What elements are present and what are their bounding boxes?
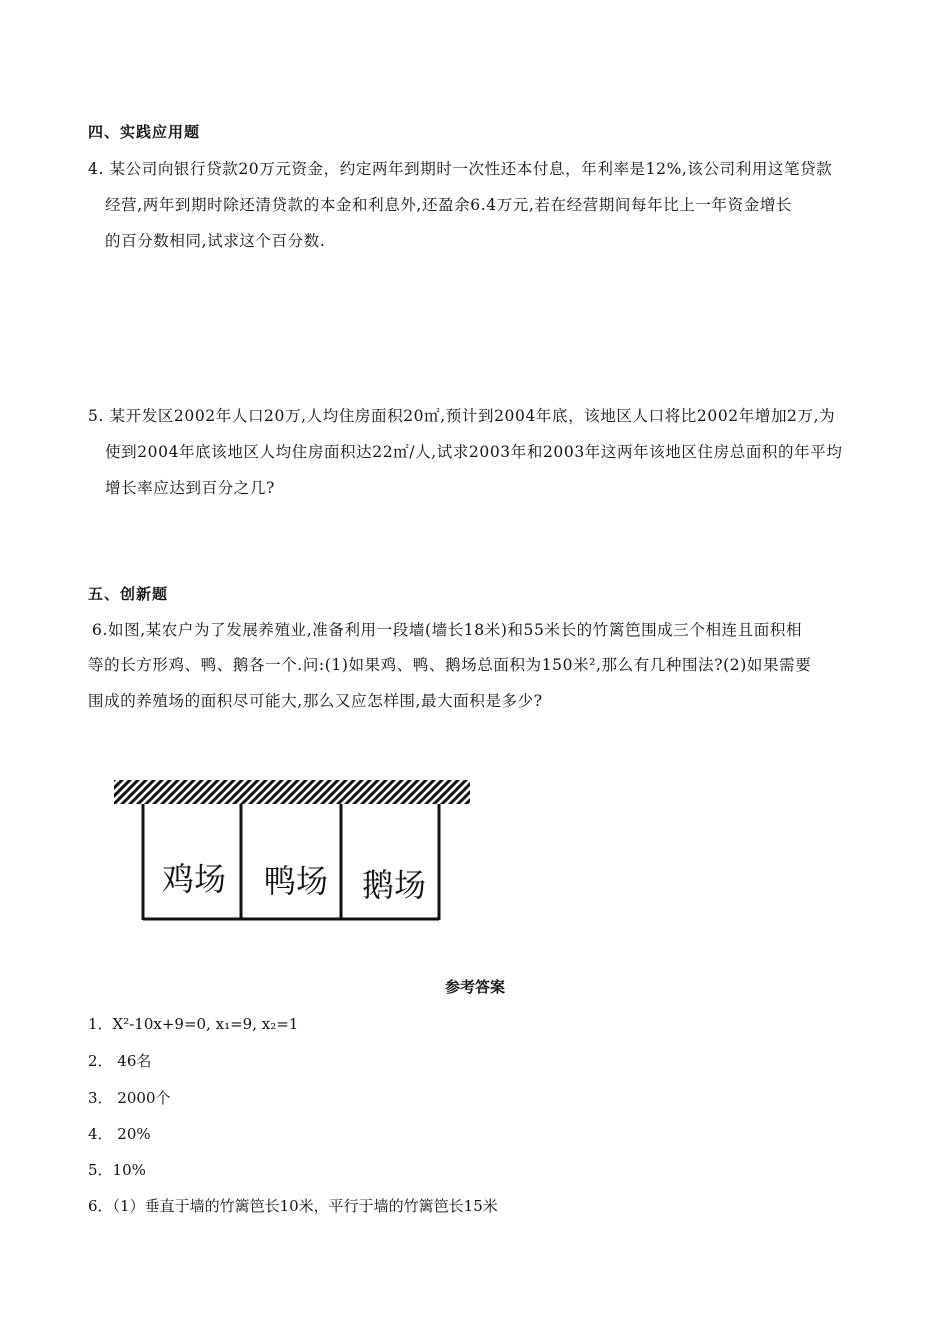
pen-label-duck: 鸭场: [264, 862, 329, 900]
answer-6: 6．（1）垂直于墙的竹篱笆长10米，平行于墙的竹篱笆长15米: [88, 1197, 498, 1215]
answer-2: 2． 46名: [88, 1052, 152, 1070]
answer-4: 4． 20%: [88, 1125, 151, 1143]
answer-1: 1．X²-10x+9=0, x₁=9, x₂=1: [88, 1015, 299, 1033]
problem-5-line-1: 5. 某开发区2002年人口20万,人均住房面积20㎡,预计到2004年底，该地区人口将比2002年增加2万,为: [88, 407, 836, 425]
problem-4-line-1: 4. 某公司向银行贷款20万元资金，约定两年到期时一次性还本付息，年利率是12%,该公司利用这笔贷款: [88, 160, 833, 178]
answer-5: 5．10%: [88, 1161, 146, 1179]
answers-title: 参考答案: [444, 978, 505, 996]
section-5-heading: 五、创新题: [88, 585, 169, 603]
pen-label-goose: 鹅场: [362, 866, 427, 904]
answer-3: 3． 2000个: [88, 1089, 171, 1107]
wall-hatching: [114, 780, 470, 804]
problem-4-line-2: 经营,两年到期时除还清贷款的本金和利息外,还盈余6.4万元,若在经营期间每年比上一年资金增长: [105, 196, 793, 214]
problem-5-line-3: 增长率应达到百分之几?: [105, 479, 275, 497]
problem-6-line-2: 等的长方形鸡、鸭、鹅各一个.问:(1)如果鸡、鸭、鹅场总面积为150米²,那么有几种围法?(2)如果需要: [88, 656, 812, 674]
problem-6-line-1: 6.如图,某农户为了发展养殖业,准备利用一段墙(墙长18米)和55米长的竹篱笆围成三个相连且面积相: [92, 621, 803, 639]
pen-label-chicken: 鸡场: [162, 860, 227, 898]
problem-6-line-3: 围成的养殖场的面积尽可能大,那么又应怎样围,最大面积是多少?: [88, 692, 543, 710]
section-4-heading: 四、实践应用题: [88, 123, 201, 141]
problem-5-line-2: 使到2004年底该地区人均住房面积达22㎡/人,试求2003年和2003年这两年该地区住房总面积的年平均: [105, 443, 843, 461]
problem-4-line-3: 的百分数相同,试求这个百分数.: [105, 232, 326, 250]
